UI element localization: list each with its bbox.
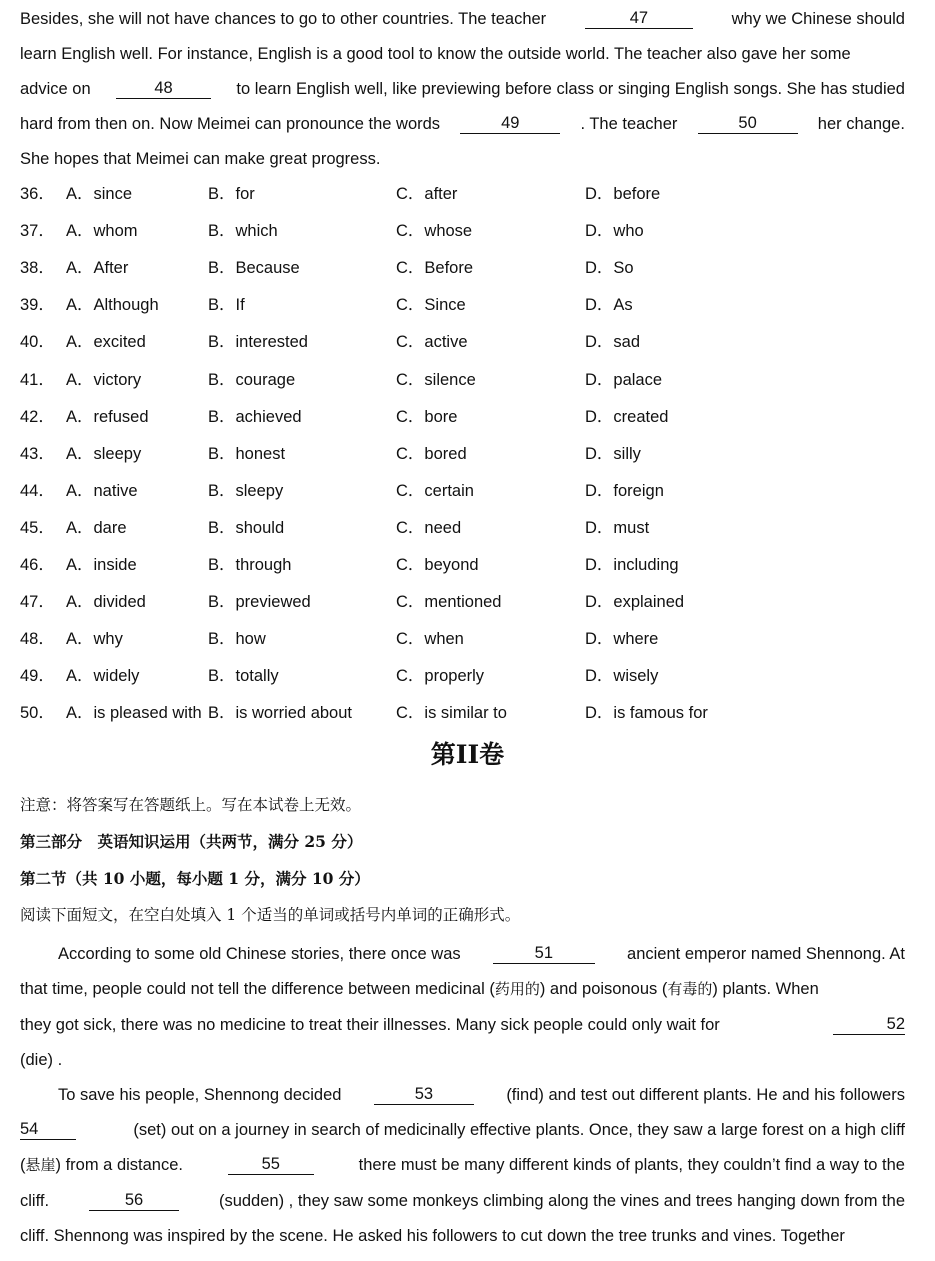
passage-text: advice on	[20, 80, 91, 98]
option-a: A．refused	[66, 407, 149, 426]
passage-line	[20, 1155, 905, 1175]
option-d: D．before	[585, 185, 661, 203]
option-c: C．Since	[396, 296, 466, 315]
question-number: 43．	[20, 444, 55, 463]
passage-text: To save his people, Shennong decided	[58, 1086, 342, 1104]
option-b: B．interested	[208, 333, 308, 352]
question-number: 36．	[20, 185, 55, 203]
option-c: C．beyond	[396, 556, 479, 574]
option-b: B．how	[208, 630, 266, 649]
passage-text: ) from a distance.	[55, 1156, 183, 1174]
question-number: 48．	[20, 630, 55, 649]
option-d: D．must	[585, 518, 650, 537]
passage-text: (find) and test out different plants. He and his followers	[506, 1086, 905, 1104]
passage-line	[20, 149, 905, 169]
passage-text: (set) out on a journey in search of medicinally effective plants. Once, they saw a large forest on a high cliff	[133, 1121, 905, 1139]
option-a: A．excited	[66, 333, 146, 352]
answer-note: 注意：将答案写在答题纸上。写在本试卷上无效。	[20, 796, 362, 814]
option-d: D．palace	[585, 370, 663, 389]
question-number: 38．	[20, 259, 55, 278]
option-a: A．sleepy	[66, 444, 142, 463]
passage-text: ancient emperor named Shennong. At	[627, 945, 905, 963]
part-heading: 第三部分 英语知识运用（共两节，满分 25 分）	[20, 832, 363, 851]
section-title: 第II卷	[430, 740, 505, 769]
question-number: 37．	[20, 222, 55, 241]
passage-text: her change.	[817, 115, 905, 133]
passage-text: (sudden) , they saw some monkeys climbing along the vines and trees hanging down from the	[218, 1192, 905, 1210]
option-d: D．where	[585, 630, 659, 649]
passage-text: ) and poisonous (	[539, 980, 668, 998]
answer-blank-51: 51	[493, 944, 595, 964]
question-number: 44．	[20, 481, 55, 500]
option-b: B．for	[208, 185, 255, 203]
passage-text: that time, people could not tell the difference between medicinal (	[20, 980, 495, 998]
answer-blank-49: 49	[460, 114, 560, 134]
answer-blank-56: 56	[89, 1191, 179, 1211]
passage-line	[20, 979, 905, 999]
option-c: C．is similar to	[396, 704, 507, 723]
passage-line	[20, 1050, 905, 1070]
option-d: D．So	[585, 259, 634, 278]
option-c: C．bored	[396, 444, 467, 463]
passage-text: (die) .	[20, 1051, 63, 1069]
option-d: D．wisely	[585, 667, 659, 686]
question-number: 40．	[20, 333, 55, 352]
passage-line	[58, 1085, 905, 1105]
answer-blank-54: 54	[20, 1120, 76, 1140]
option-c: C．active	[396, 333, 468, 352]
option-b: B．honest	[208, 444, 286, 463]
passage-text: ) plants. When	[712, 980, 819, 998]
option-b: B．courage	[208, 370, 296, 389]
option-d: D．As	[585, 296, 633, 315]
question-number: 39．	[20, 296, 55, 315]
option-d: D．created	[585, 407, 669, 426]
passage-text: cliff. Shennong was inspired by the scene. He asked his followers to cut down the tree trunks and vines. Together	[20, 1227, 845, 1245]
question-number: 42．	[20, 407, 55, 426]
question-number: 49．	[20, 667, 55, 686]
passage-text: to learn English well, like previewing before class or singing English songs. She has studied	[236, 80, 905, 98]
option-a: A．whom	[66, 222, 138, 241]
option-c: C．when	[396, 630, 464, 649]
passage-line	[20, 1226, 905, 1246]
option-b: B．achieved	[208, 407, 302, 426]
passage-line	[20, 44, 905, 64]
option-c: C．silence	[396, 370, 476, 389]
option-a: A．victory	[66, 370, 142, 389]
passage-text: Besides, she will not have chances to go to other countries. The teacher	[20, 10, 547, 28]
question-number: 41．	[20, 370, 55, 389]
option-b: B．sleepy	[208, 481, 284, 500]
option-b: B．through	[208, 556, 292, 574]
option-c: C．need	[396, 518, 462, 537]
question-number: 45．	[20, 518, 55, 537]
option-b: B．previewed	[208, 593, 311, 612]
chinese-gloss: 悬崖	[25, 1156, 56, 1174]
question-number: 50．	[20, 704, 55, 723]
option-d: D．explained	[585, 593, 685, 612]
option-a: A．why	[66, 630, 123, 649]
option-b: B．which	[208, 222, 278, 241]
option-d: D．who	[585, 222, 644, 241]
passage-line	[20, 1120, 905, 1140]
option-a: A．divided	[66, 593, 146, 612]
passage-line	[20, 9, 905, 29]
option-a: A．dare	[66, 518, 127, 537]
option-d: D．foreign	[585, 481, 664, 500]
option-a: A．After	[66, 259, 129, 278]
instruction: 阅读下面短文，在空白处填入 1 个适当的单词或括号内单词的正确形式。	[20, 906, 521, 924]
option-a: A．native	[66, 481, 138, 500]
option-a: A．widely	[66, 667, 140, 686]
option-a: A．is pleased with	[66, 704, 202, 723]
option-b: B．is worried about	[208, 704, 352, 723]
passage-line	[20, 79, 905, 99]
passage-line	[58, 944, 905, 964]
answer-blank-52: 52	[833, 1015, 905, 1035]
subsection-heading: 第二节（共 10 小题，每小题 1 分，满分 10 分）	[20, 869, 370, 888]
option-a: A．inside	[66, 556, 137, 574]
passage-text: She hopes that Meimei can make great progress.	[20, 150, 381, 168]
question-number: 46．	[20, 556, 55, 574]
chinese-gloss: 有毒的	[667, 980, 713, 998]
option-a: A．Although	[66, 296, 159, 315]
option-c: C．whose	[396, 222, 473, 241]
chinese-gloss: 药用的	[494, 980, 540, 998]
passage-text: learn English well. For instance, English is a good tool to know the outside world. The teacher also gave her some	[20, 45, 851, 63]
option-b: B．should	[208, 518, 285, 537]
option-c: C．Before	[396, 259, 474, 278]
answer-blank-50: 50	[698, 114, 798, 134]
answer-blank-53: 53	[374, 1085, 474, 1105]
passage-text: why we Chinese should	[731, 10, 905, 28]
passage-text: cliff.	[20, 1192, 50, 1210]
passage-text: they got sick, there was no medicine to treat their illnesses. Many sick people could only wait for	[20, 1016, 720, 1034]
option-c: C．mentioned	[396, 593, 502, 612]
option-a: A．since	[66, 185, 133, 203]
option-c: C．certain	[396, 481, 474, 500]
option-d: D．silly	[585, 444, 641, 463]
passage-line	[20, 1015, 905, 1035]
option-c: C．bore	[396, 407, 458, 426]
option-c: C．properly	[396, 667, 485, 686]
option-c: C．after	[396, 185, 458, 203]
option-b: B．totally	[208, 667, 279, 686]
option-d: D．including	[585, 556, 679, 574]
passage-text: According to some old Chinese stories, there once was	[58, 945, 461, 963]
option-d: D．is famous for	[585, 704, 708, 723]
passage-line	[20, 114, 905, 134]
passage-line	[20, 1191, 905, 1211]
passage-text: (	[20, 1156, 26, 1174]
answer-blank-48: 48	[116, 79, 211, 99]
answer-blank-47: 47	[585, 9, 693, 29]
option-d: D．sad	[585, 333, 641, 352]
passage-text: there must be many different kinds of plants, they couldn’t find a way to the	[358, 1156, 905, 1174]
passage-text: hard from then on. Now Meimei can pronounce the words	[20, 115, 441, 133]
passage-text: . The teacher	[580, 115, 678, 133]
answer-blank-55: 55	[228, 1155, 314, 1175]
question-number: 47．	[20, 593, 55, 612]
passage-text-group	[20, 1155, 183, 1175]
option-b: B．If	[208, 296, 245, 315]
option-b: B．Because	[208, 259, 300, 278]
